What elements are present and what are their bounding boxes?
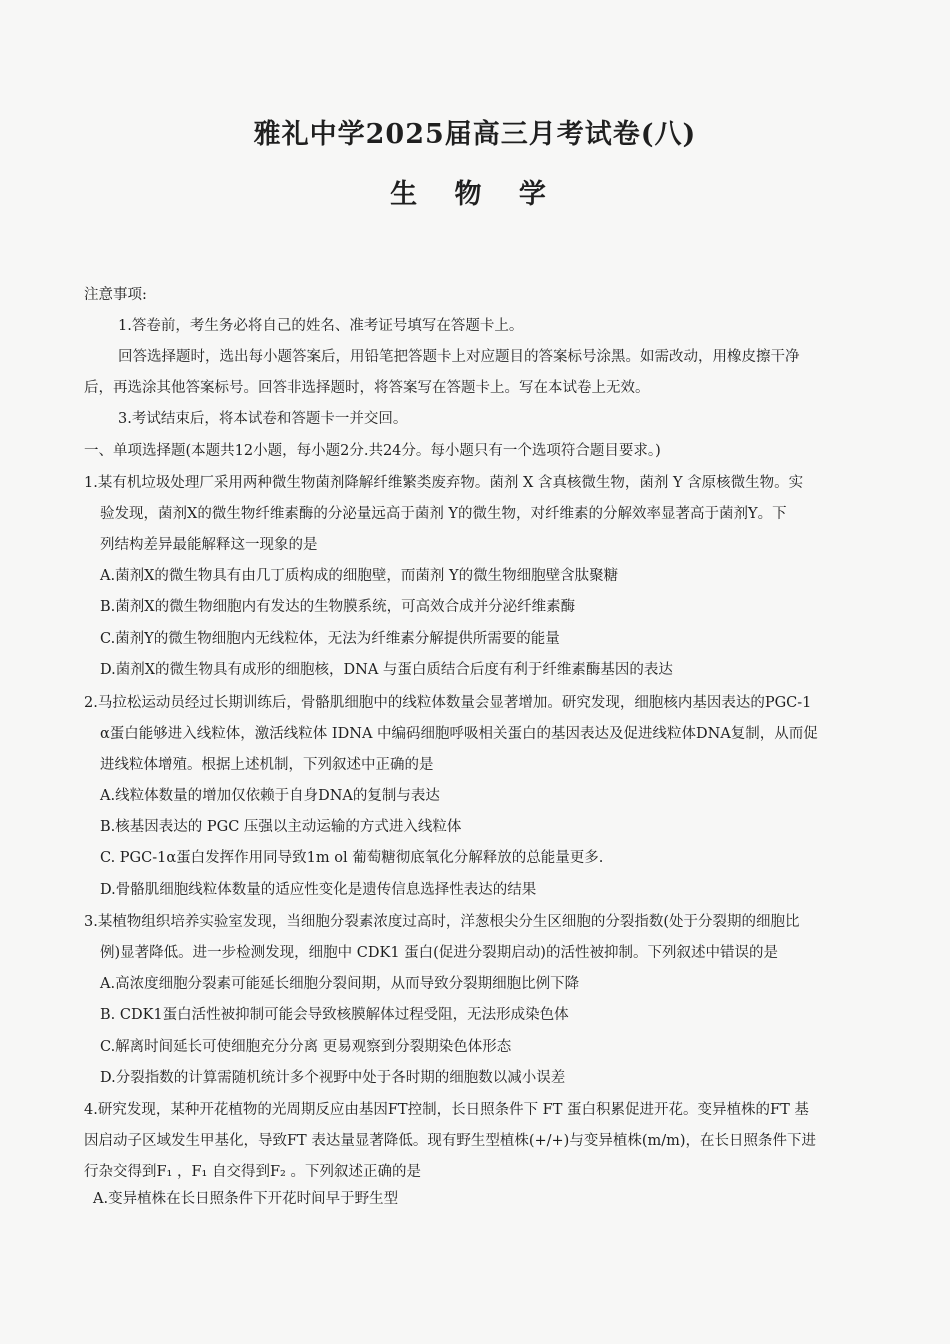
- exam-title: 雅礼中学2025届高三月考试卷(八): [253, 119, 697, 150]
- q4-option-a: A.变异植株在长日照条件下开花时间早于野生型: [93, 1191, 399, 1207]
- q3-option-d: D.分裂指数的计算需随机统计多个视野中处于各时期的细胞数以减小误差: [100, 1070, 566, 1086]
- q1-option-d: D.菌剂X的微生物具有成形的细胞核，DNA 与蛋白质结合后度有利于纤维素酶基因的表达: [100, 662, 673, 678]
- q3-line-2: 例)显著降低。进一步检测发现，细胞中 CDK1 蛋白(促进分裂期启动)的活性被抑制。下列叙述中错误的是: [100, 945, 778, 961]
- q3-option-a: A.高浓度细胞分裂素可能延长细胞分裂间期，从而导致分裂期细胞比例下降: [100, 976, 580, 992]
- notice-heading: 注意事项:: [84, 287, 147, 303]
- q2-line-2: α蛋白能够进入线粒体，激活线粒体 IDNA 中编码细胞呼吸相关蛋白的基因表达及促进线粒体DNA复制，从而促: [100, 726, 818, 742]
- q3-option-c: C.解离时间延长可使细胞充分分离 更易观察到分裂期染色体形态: [100, 1039, 512, 1055]
- q2-line-1: 2.马拉松运动员经过长期训练后，骨骼肌细胞中的线粒体数量会显著增加。研究发现，细胞核内基因表达的PGC-1: [84, 695, 812, 711]
- q4-line-1: 4.研究发现，某种开花植物的光周期反应由基因FT控制，长日照条件下 FT 蛋白积累促进开花。变异植株的FT 基: [84, 1102, 809, 1118]
- notice-item-3: 3.考试结束后，将本试卷和答题卡一并交回。: [118, 411, 408, 427]
- notice-item-2-line-1: 回答选择题时，选出每小题答案后，用铅笔把答题卡上对应题目的答案标号涂黑。如需改动，用橡皮擦干净: [118, 349, 800, 365]
- q2-line-3: 进线粒体增殖。根据上述机制，下列叙述中正确的是: [100, 757, 434, 773]
- q1-option-a: A.菌剂X的微生物具有由几丁质构成的细胞壁，而菌剂 Y的微生物细胞壁含肽聚糖: [100, 568, 619, 584]
- q4-line-3: 行杂交得到F₁ ，F₁ 自交得到F₂ 。下列叙述正确的是: [84, 1164, 421, 1180]
- q1-option-b: B.菌剂X的微生物细胞内有发达的生物膜系统，可高效合成并分泌纤维素酶: [100, 599, 576, 615]
- q2-option-c: C. PGC-1α蛋白发挥作用同导致1m ol 葡萄糖彻底氧化分解释放的总能量更多.: [100, 850, 604, 866]
- q1-line-2: 验发现，菌剂X的微生物纤维素酶的分泌量远高于菌剂 Y的微生物，对纤维素的分解效率显著高于菌剂Y。下: [100, 506, 787, 522]
- q1-line-3: 列结构差异最能解释这一现象的是: [100, 537, 318, 553]
- q1-line-1: 1.某有机垃圾处理厂采用两种微生物菌剂降解纤维繁类废弃物。菌剂 X 含真核微生物，菌剂 Y 含原核微生物。实: [84, 475, 804, 491]
- q3-line-1: 3.某植物组织培养实验室发现，当细胞分裂素浓度过高时，洋葱根尖分生区细胞的分裂指数(处于分裂期的细胞比: [84, 914, 800, 930]
- q3-option-b: B. CDK1蛋白活性被抑制可能会导致核膜解体过程受阻，无法形成染色体: [100, 1007, 569, 1023]
- q4-line-2: 因启动子区域发生甲基化，导致FT 表达量显著降低。现有野生型植株(+/+)与变异植株(m/m)，在长日照条件下进: [84, 1133, 817, 1149]
- notice-item-1: 1.答卷前，考生务必将自己的姓名、准考证号填写在答题卡上。: [118, 318, 524, 334]
- q2-option-d: D.骨骼肌细胞线粒体数量的适应性变化是遗传信息选择性表达的结果: [100, 882, 537, 898]
- subject-title: 生 物 学: [390, 179, 560, 210]
- q2-option-b: B.核基因表达的 PGC 压强以主动运输的方式进入线粒体: [100, 819, 462, 835]
- notice-item-2-line-2: 后，再选涂其他答案标号。回答非选择题时，将答案写在答题卡上。写在本试卷上无效。: [84, 380, 650, 396]
- section-heading: 一、单项选择题(本题共12小题，每小题2分.共24分。每小题只有一个选项符合题目要求。): [84, 443, 661, 459]
- q2-option-a: A.线粒体数量的增加仅依赖于自身DNA的复制与表达: [100, 788, 440, 804]
- q1-option-c: C.菌剂Y的微生物细胞内无线粒体，无法为纤维素分解提供所需要的能量: [100, 631, 560, 647]
